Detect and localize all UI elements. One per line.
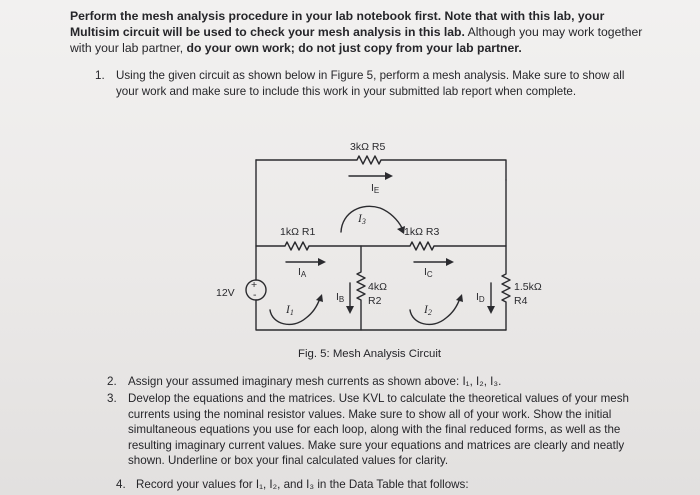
intro-bold-3: do your own work; do not just copy from your lab partner. — [186, 41, 522, 55]
mesh2-arrow — [410, 298, 460, 324]
source-minus-icon: - — [253, 289, 257, 301]
source-label: 12V — [216, 287, 235, 299]
id-label: ID — [476, 291, 485, 304]
mesh1-label: I1 — [286, 304, 294, 317]
list-item-2 — [107, 374, 648, 390]
list-number: 4. — [116, 478, 126, 491]
list-number: 3. — [107, 392, 117, 405]
mesh1-arrow — [270, 298, 320, 324]
right-wire — [502, 180, 510, 330]
list-number: 1. — [95, 69, 105, 82]
figure-caption: Fig. 5: Mesh Analysis Circuit — [298, 348, 442, 360]
list-text: Develop the equations and the matrices. Use KVL to calculate the theoretical values of your mesh currents using the nominal resistor values. Make sure to show all of your work. Show the initial simultaneous equations you use for each loop, along with the final reduced forms, as well as the resulting imaginary current values. Make sure your equations and matrices are clearly and neatly shown. Underline or box your final calculated values for clarity. — [128, 392, 629, 467]
r1-label: 1kΩ R1 — [280, 226, 316, 238]
mesh2-label: I2 — [424, 304, 432, 317]
r3-label: 1kΩ R3 — [404, 226, 440, 238]
ic-label: IC — [424, 266, 433, 279]
middle-wire — [256, 242, 506, 250]
r2-name-label: R2 — [368, 295, 382, 307]
ib-label: IB — [336, 291, 345, 304]
mesh3-label: I3 — [358, 213, 366, 226]
list-text: Assign your assumed imaginary mesh currents as shown above: I₁, I₂, I₃. — [128, 375, 502, 388]
list-item-4 — [116, 477, 656, 493]
list-text: Record your values for I₁, I₂, and I₃ in the Data Table that follows: — [136, 478, 469, 491]
ia-label: IA — [298, 266, 307, 279]
r2-value-label: 4kΩ — [368, 281, 387, 293]
intro-text-2: Although you may work together with your lab partner, — [70, 25, 643, 55]
list-number: 2. — [107, 375, 117, 388]
r2-wire — [357, 246, 365, 330]
list-text: Using the given circuit as shown below in Figure 5, perform a mesh analysis. Make sure to show all your work and make sure to include this work in your submitted lab report when complete. — [116, 69, 625, 98]
r5-label: 3kΩ R5 — [350, 141, 386, 153]
ie-label: IE — [371, 182, 380, 195]
source-plus-icon: + — [251, 279, 258, 291]
r4-value-label: 1.5kΩ — [514, 281, 542, 293]
list-item-3 — [107, 391, 648, 469]
mesh3-arrow — [341, 206, 402, 232]
intro-bold-1: Perform the mesh analysis procedure in your lab notebook first. Note that with this lab, your Multisim circuit will be used to check your mesh analysis in this lab. — [70, 9, 605, 39]
r4-name-label: R4 — [514, 295, 528, 307]
